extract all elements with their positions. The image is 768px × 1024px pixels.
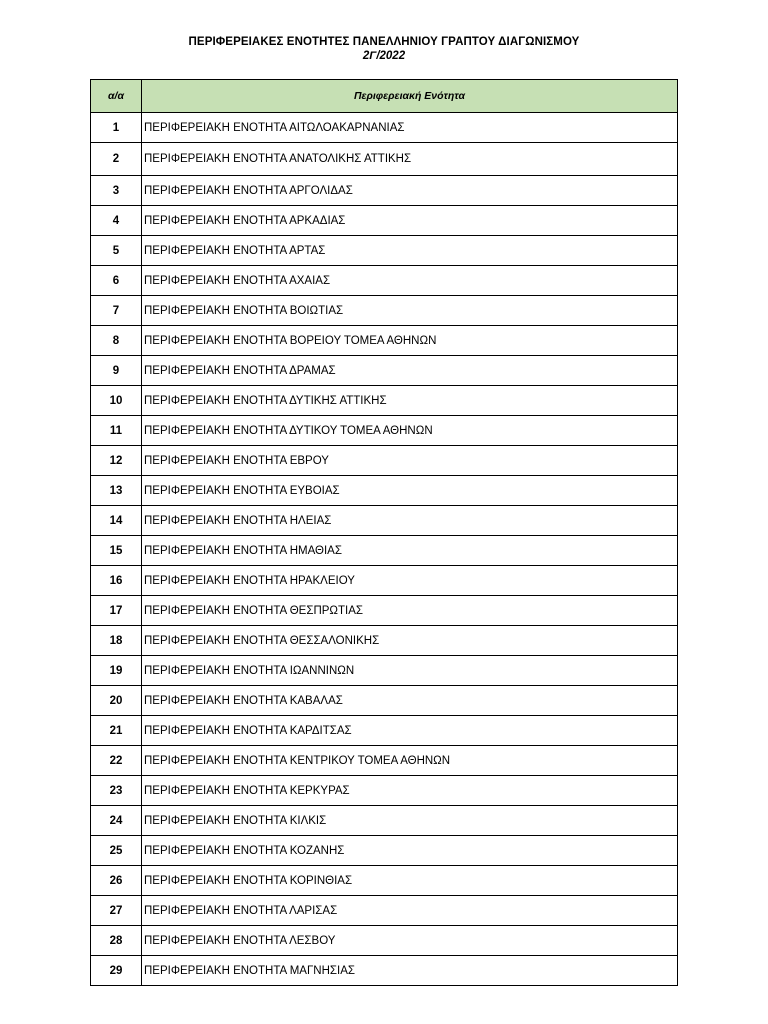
row-number: 12 [91,446,142,476]
table-row [91,176,678,206]
table-row [91,113,678,143]
row-number: 26 [91,866,142,896]
table-row [91,506,678,536]
row-region-name: ΠΕΡΙΦΕΡΕΙΑΚΗ ΕΝΟΤΗΤΑ ΔΡΑΜΑΣ [142,356,678,386]
row-number: 17 [91,596,142,626]
row-number: 27 [91,896,142,926]
table-row [91,476,678,506]
row-number: 29 [91,956,142,986]
table-row [91,596,678,626]
row-number: 19 [91,656,142,686]
row-number: 13 [91,476,142,506]
table-row [91,806,678,836]
table-row [91,956,678,986]
row-region-name: ΠΕΡΙΦΕΡΕΙΑΚΗ ΕΝΟΤΗΤΑ ΗΡΑΚΛΕΙΟΥ [142,566,678,596]
row-number: 11 [91,416,142,446]
row-number: 14 [91,506,142,536]
table-row [91,143,678,176]
row-region-name: ΠΕΡΙΦΕΡΕΙΑΚΗ ΕΝΟΤΗΤΑ ΚΕΡΚΥΡΑΣ [142,776,678,806]
row-number: 4 [91,206,142,236]
table-row [91,326,678,356]
row-number: 1 [91,113,142,143]
row-region-name: ΠΕΡΙΦΕΡΕΙΑΚΗ ΕΝΟΤΗΤΑ ΜΑΓΝΗΣΙΑΣ [142,956,678,986]
table-row [91,626,678,656]
document-subtitle: 2Γ/2022 [362,50,406,62]
row-region-name: ΠΕΡΙΦΕΡΕΙΑΚΗ ΕΝΟΤΗΤΑ ΑΡΤΑΣ [142,236,678,266]
row-number: 25 [91,836,142,866]
row-number: 20 [91,686,142,716]
table-row [91,656,678,686]
table-row [91,566,678,596]
row-region-name: ΠΕΡΙΦΕΡΕΙΑΚΗ ΕΝΟΤΗΤΑ ΔΥΤΙΚΗΣ ΑΤΤΙΚΗΣ [142,386,678,416]
row-region-name: ΠΕΡΙΦΕΡΕΙΑΚΗ ΕΝΟΤΗΤΑ ΚΑΒΑΛΑΣ [142,686,678,716]
row-number: 15 [91,536,142,566]
row-number: 28 [91,926,142,956]
regions-table [90,79,678,986]
row-number: 8 [91,326,142,356]
row-region-name: ΠΕΡΙΦΕΡΕΙΑΚΗ ΕΝΟΤΗΤΑ ΗΜΑΘΙΑΣ [142,536,678,566]
row-number: 21 [91,716,142,746]
row-region-name: ΠΕΡΙΦΕΡΕΙΑΚΗ ΕΝΟΤΗΤΑ ΑΡΚΑΔΙΑΣ [142,206,678,236]
row-number: 5 [91,236,142,266]
row-region-name: ΠΕΡΙΦΕΡΕΙΑΚΗ ΕΝΟΤΗΤΑ ΗΛΕΙΑΣ [142,506,678,536]
row-region-name: ΠΕΡΙΦΕΡΕΙΑΚΗ ΕΝΟΤΗΤΑ ΚΟΖΑΝΗΣ [142,836,678,866]
row-number: 10 [91,386,142,416]
table-row [91,446,678,476]
row-region-name: ΠΕΡΙΦΕΡΕΙΑΚΗ ΕΝΟΤΗΤΑ ΘΕΣΠΡΩΤΙΑΣ [142,596,678,626]
header-number: α/α [91,80,142,113]
row-region-name: ΠΕΡΙΦΕΡΕΙΑΚΗ ΕΝΟΤΗΤΑ ΚΕΝΤΡΙΚΟΥ ΤΟΜΕΑ ΑΘΗΝΩΝ [142,746,678,776]
row-region-name: ΠΕΡΙΦΕΡΕΙΑΚΗ ΕΝΟΤΗΤΑ ΚΟΡΙΝΘΙΑΣ [142,866,678,896]
document-title: ΠΕΡΙΦΕΡΕΙΑΚΕΣ ΕΝΟΤΗΤΕΣ ΠΑΝΕΛΛΗΝΙΟΥ ΓΡΑΠΤΟΥ ΔΙΑΓΩΝΙΣΜΟΥ [188,36,580,48]
row-region-name: ΠΕΡΙΦΕΡΕΙΑΚΗ ΕΝΟΤΗΤΑ ΛΑΡΙΣΑΣ [142,896,678,926]
row-region-name: ΠΕΡΙΦΕΡΕΙΑΚΗ ΕΝΟΤΗΤΑ ΛΕΣΒΟΥ [142,926,678,956]
row-number: 23 [91,776,142,806]
row-region-name: ΠΕΡΙΦΕΡΕΙΑΚΗ ΕΝΟΤΗΤΑ ΑΙΤΩΛΟΑΚΑΡΝΑΝΙΑΣ [142,113,678,143]
table-row [91,686,678,716]
row-region-name: ΠΕΡΙΦΕΡΕΙΑΚΗ ΕΝΟΤΗΤΑ ΚΑΡΔΙΤΣΑΣ [142,716,678,746]
table-row [91,236,678,266]
row-number: 18 [91,626,142,656]
table-row [91,536,678,566]
row-region-name: ΠΕΡΙΦΕΡΕΙΑΚΗ ΕΝΟΤΗΤΑ ΕΥΒΟΙΑΣ [142,476,678,506]
row-region-name: ΠΕΡΙΦΕΡΕΙΑΚΗ ΕΝΟΤΗΤΑ ΒΟΙΩΤΙΑΣ [142,296,678,326]
row-region-name: ΠΕΡΙΦΕΡΕΙΑΚΗ ΕΝΟΤΗΤΑ ΙΩΑΝΝΙΝΩΝ [142,656,678,686]
table-row [91,716,678,746]
row-number: 7 [91,296,142,326]
header-region: Περιφερειακή Ενότητα [142,80,678,113]
row-region-name: ΠΕΡΙΦΕΡΕΙΑΚΗ ΕΝΟΤΗΤΑ ΑΝΑΤΟΛΙΚΗΣ ΑΤΤΙΚΗΣ [142,143,678,176]
table-row [91,386,678,416]
row-number: 9 [91,356,142,386]
table-row [91,776,678,806]
row-number: 6 [91,266,142,296]
table-row [91,896,678,926]
row-region-name: ΠΕΡΙΦΕΡΕΙΑΚΗ ΕΝΟΤΗΤΑ ΑΧΑΙΑΣ [142,266,678,296]
row-region-name: ΠΕΡΙΦΕΡΕΙΑΚΗ ΕΝΟΤΗΤΑ ΘΕΣΣΑΛΟΝΙΚΗΣ [142,626,678,656]
table-header-row [91,80,678,113]
table-body [91,113,678,986]
row-number: 2 [91,143,142,176]
row-region-name: ΠΕΡΙΦΕΡΕΙΑΚΗ ΕΝΟΤΗΤΑ ΒΟΡΕΙΟΥ ΤΟΜΕΑ ΑΘΗΝΩΝ [142,326,678,356]
row-region-name: ΠΕΡΙΦΕΡΕΙΑΚΗ ΕΝΟΤΗΤΑ ΚΙΛΚΙΣ [142,806,678,836]
row-number: 16 [91,566,142,596]
table-row [91,746,678,776]
row-region-name: ΠΕΡΙΦΕΡΕΙΑΚΗ ΕΝΟΤΗΤΑ ΔΥΤΙΚΟΥ ΤΟΜΕΑ ΑΘΗΝΩΝ [142,416,678,446]
table-row [91,836,678,866]
table-row [91,866,678,896]
row-number: 24 [91,806,142,836]
table-row [91,926,678,956]
table-row [91,266,678,296]
row-region-name: ΠΕΡΙΦΕΡΕΙΑΚΗ ΕΝΟΤΗΤΑ ΑΡΓΟΛΙΔΑΣ [142,176,678,206]
table-row [91,206,678,236]
row-region-name: ΠΕΡΙΦΕΡΕΙΑΚΗ ΕΝΟΤΗΤΑ ΕΒΡΟΥ [142,446,678,476]
row-number: 3 [91,176,142,206]
table-row [91,416,678,446]
row-number: 22 [91,746,142,776]
table-row [91,356,678,386]
table-row [91,296,678,326]
